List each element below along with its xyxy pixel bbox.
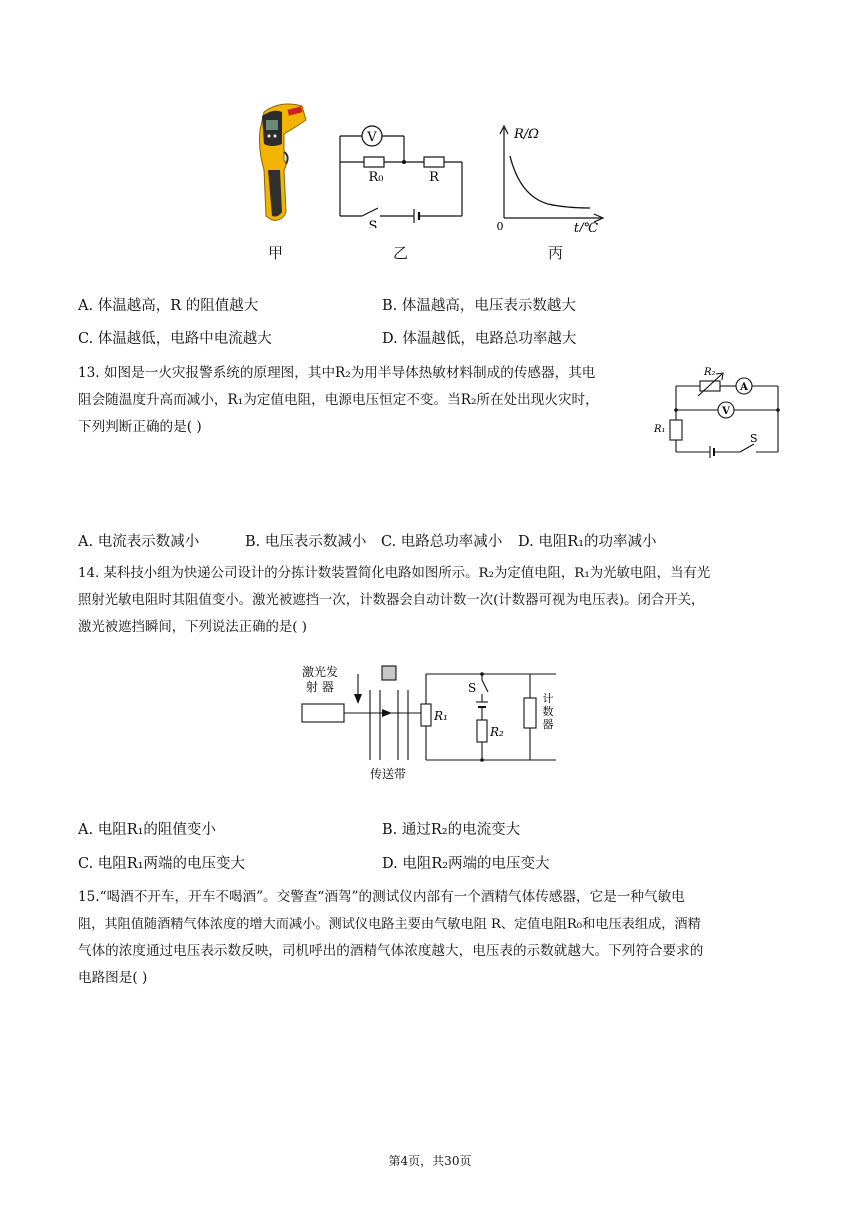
q14-option-c: C. 电阻R₁两端的电压变大 [78,856,246,872]
q12-option-c: C. 体温越低，电路中电流越大 [78,331,272,347]
r1-label: R₁ [434,709,448,723]
emitter-label-2: 射 器 [306,680,334,694]
counter-label-1: 计 [542,692,554,705]
q13-line-3: 下列判断正确的是( ) [78,419,202,435]
switch-icon [362,208,378,216]
r1-label: R₁ [654,424,666,435]
q14-line-3: 激光被遮挡瞬间，下列说法正确的是( ) [78,620,307,635]
q14-option-a: A. 电阻R₁的阻值变小 [78,822,216,838]
r2-label: R₂ [704,367,716,378]
package-icon [382,666,396,680]
voltmeter-label: V [367,130,377,145]
r1-resistor [421,704,431,726]
switch-label: S [468,681,477,695]
q15-line-4: 电路图是( ) [78,970,148,986]
switch-icon [482,680,488,692]
q15-line-1: 15.“喝酒不开车，开车不喝酒”。交警查“酒驾”的测试仪内部有一个酒精气体传感器，它是一种气敏电 [78,889,685,905]
q15-question [78,884,783,992]
origin-label: 0 [496,220,504,232]
page-footer: 第4页，共30页 [388,1154,472,1168]
label-jia: 甲 [268,244,284,262]
r0-label: R₀ [368,170,384,185]
q14-line-1: 14. 某科技小组为快递公司设计的分拣计数装置简化电路如图所示。R₂为定值电阻，R₁为光敏电阻，当有光 [78,566,711,581]
belt-label: 传送带 [369,767,407,781]
voltmeter-label: V [722,406,730,417]
q14-figure-circuit [296,660,566,784]
figure-bing-graph [490,120,610,232]
counter-label-3: 器 [542,718,554,731]
q12-option-b: B. 体温越高，电压表示数越大 [382,298,576,314]
figure-yi-circuit [330,118,470,228]
switch-label: S [368,219,378,228]
label-bing: 丙 [548,244,564,262]
r2-resistor [477,720,487,742]
q14-question [78,560,783,641]
resistance-curve [510,156,590,208]
q12-option-d: D. 体温越低，电路总功率越大 [382,331,577,347]
y-axis-label: R/Ω [514,127,539,142]
q13-figure-circuit [652,360,786,460]
r2-label: R₂ [490,725,504,739]
counter-label-2: 数 [542,705,554,718]
emitter-label-1: 激光发 [302,665,339,679]
q14-option-d: D. 电阻R₂两端的电压变大 [382,856,550,872]
x-axis-label: t/℃ [573,221,599,232]
q13-question [78,360,648,441]
ammeter-label: A [740,382,748,393]
label-yi: 乙 [393,244,409,262]
q13-line-2: 阻会随温度升高而减小，R₁为定值电阻，电源电压恒定不变。当R₂所在处出现火灾时， [78,392,599,408]
q12-option-a: A. 体温越高，R 的阻值越大 [78,298,259,314]
counter-icon [524,698,536,728]
q13-option-c: C. 电路总功率减小 [381,534,503,550]
q14-line-2: 照射光敏电阻时其阻值变小。激光被遮挡一次，计数器会自动计数一次(计数器可视为电压表)。闭合开关， [78,593,705,608]
r-label: R [429,170,439,185]
q13-line-1: 13. 如图是一火灾报警系统的原理图，其中R₂为用半导体热敏材料制成的传感器，其电 [78,365,596,381]
figure-jia [250,100,310,228]
q14-option-b: B. 通过R₂的电流变大 [382,822,521,838]
laser-emitter-icon [302,704,344,722]
q13-option-b: B. 电压表示数减小 [245,534,367,550]
q13-option-d: D. 电阻R₁的功率减小 [518,534,657,550]
switch-label: S [750,432,758,445]
q15-line-3: 气体的浓度通过电压表示数反映，司机呼出的酒精气体浓度越大，电压表的示数就越大。下列符合要求的 [78,943,704,959]
switch-icon [740,444,754,452]
q15-line-2: 阻，其阻值随酒精气体浓度的增大而减小。测试仪电路主要由气敏电阻 R、定值电阻R₀和电压表组成，酒精 [78,917,701,932]
infrared-thermometer-icon [250,100,310,228]
q13-option-a: A. 电流表示数减小 [78,534,200,550]
